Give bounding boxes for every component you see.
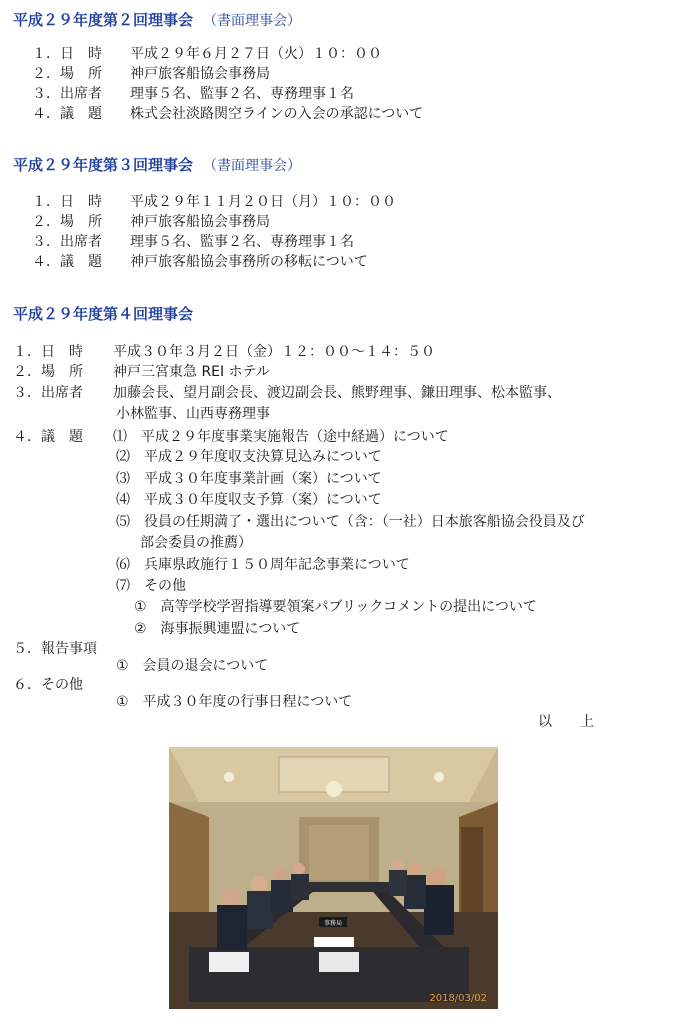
item-value: 理事５名、監事２名、専務理事１名 xyxy=(130,86,354,102)
agenda-subitem: ① 高等学校学習指導要領案パブリックコメントの提出について xyxy=(134,599,537,615)
meeting3-heading xyxy=(13,154,301,175)
agenda-item: ⑵ 平成２９年度収支決算見込みについて xyxy=(116,449,382,465)
meeting4-item-date xyxy=(13,342,435,362)
meeting2-item-place xyxy=(32,64,270,84)
item-value: 加藤会長、望月副会長、渡辺副会長、熊野理事、鎌田理事、松本監事、 xyxy=(113,385,561,401)
item-number: ５． xyxy=(13,641,41,657)
item-value: 理事５名、監事２名、専務理事１名 xyxy=(130,234,354,250)
item-number: ３． xyxy=(13,385,41,401)
item-label: 出席者 xyxy=(41,385,83,401)
agenda-item: ⑶ 平成３０年度事業計画（案）について xyxy=(116,471,382,487)
meeting3-item-attendees xyxy=(32,232,354,252)
closing-mark: 以 上 xyxy=(538,714,594,730)
meeting-photo-illustration xyxy=(169,747,498,1009)
item-label: 場 所 xyxy=(60,66,102,82)
item-label: 日 時 xyxy=(60,46,102,62)
item-number: ２． xyxy=(32,214,60,230)
item-value: 神戸三宮東急 REI ホテル xyxy=(113,364,270,380)
item-number: ４． xyxy=(32,106,60,122)
agenda-item: ⑹ 兵庫県政施行１５０周年記念事業について xyxy=(116,557,410,573)
agenda-item: ⑺ その他 xyxy=(116,578,186,594)
meeting3-title: 平成２９年度第３回理事会 xyxy=(13,156,194,174)
other-item: ① 平成３０年度の行事日程について xyxy=(116,694,353,710)
agenda-item-cont: 部会委員の推薦） xyxy=(140,535,252,551)
meeting4-item-attendees xyxy=(13,383,561,403)
item-number: ４． xyxy=(13,429,41,445)
item-label: 議 題 xyxy=(41,429,83,445)
meeting2-heading xyxy=(13,9,301,30)
meeting3-item-place xyxy=(32,212,270,232)
meeting2-item-agenda xyxy=(32,104,423,124)
meeting4-item-other xyxy=(13,675,83,695)
meeting2-title: 平成２９年度第２回理事会 xyxy=(13,11,194,29)
item-label: 出席者 xyxy=(60,234,102,250)
nameplate-text: 事務局 xyxy=(323,920,343,927)
item-value: 平成３０年３月２日（金）１２：００～１４：５０ xyxy=(113,344,435,360)
item-value: 神戸旅客船協会事務局 xyxy=(130,66,270,82)
meeting3-note: （書面理事会） xyxy=(203,158,302,174)
agenda-item: ⑴ 平成２９年度事業実施報告（途中経過）について xyxy=(113,429,449,445)
meeting3-item-agenda xyxy=(32,252,368,272)
item-value: 神戸旅客船協会事務所の移転について xyxy=(130,254,368,270)
item-label: 報告事項 xyxy=(41,641,97,657)
item-value: 神戸旅客船協会事務局 xyxy=(130,214,270,230)
meeting4-item-place xyxy=(13,362,270,382)
item-label: 場 所 xyxy=(60,214,102,230)
photo-timestamp: 2018/03/02 xyxy=(429,993,487,1004)
item-number: ３． xyxy=(32,234,60,250)
meeting3-item-date xyxy=(32,192,396,212)
item-value: 平成２９年１１月２０日（月）１０：００ xyxy=(130,194,396,210)
item-label: 場 所 xyxy=(41,364,83,380)
meeting2-item-attendees xyxy=(32,84,354,104)
item-label: 日 時 xyxy=(60,194,102,210)
meeting4-attendees-cont: 小林監事、山西専務理事 xyxy=(116,406,270,422)
item-number: ２． xyxy=(13,364,41,380)
item-value: 平成２９年６月２７日（火）１０：００ xyxy=(130,46,382,62)
item-number: １． xyxy=(13,344,41,360)
meeting2-item-date xyxy=(32,44,382,64)
item-number: １． xyxy=(32,46,60,62)
item-label: 日 時 xyxy=(41,344,83,360)
item-number: ４． xyxy=(32,254,60,270)
item-number: １． xyxy=(32,194,60,210)
agenda-subitem: ② 海事振興連盟について xyxy=(134,621,301,637)
agenda-item: ⑸ 役員の任期満了・選出について（含：（一社）日本旅客船協会役員及び xyxy=(116,514,585,530)
item-number: ２． xyxy=(32,66,60,82)
item-label: その他 xyxy=(41,677,83,693)
item-label: 出席者 xyxy=(60,86,102,102)
meeting-photo xyxy=(169,747,498,1009)
item-value: 株式会社淡路関空ラインの入会の承認について xyxy=(130,106,424,122)
item-label: 議 題 xyxy=(60,106,102,122)
meeting2-note: （書面理事会） xyxy=(203,13,302,29)
item-number: ６． xyxy=(13,677,41,693)
meeting4-title: 平成２９年度第４回理事会 xyxy=(13,305,194,323)
item-label: 議 題 xyxy=(60,254,102,270)
meeting4-item-report xyxy=(13,639,97,659)
item-number: ３． xyxy=(32,86,60,102)
report-item: ① 会員の退会について xyxy=(116,658,269,674)
meeting4-item-agenda xyxy=(13,427,449,447)
agenda-item: ⑷ 平成３０年度収支予算（案）について xyxy=(116,492,382,508)
